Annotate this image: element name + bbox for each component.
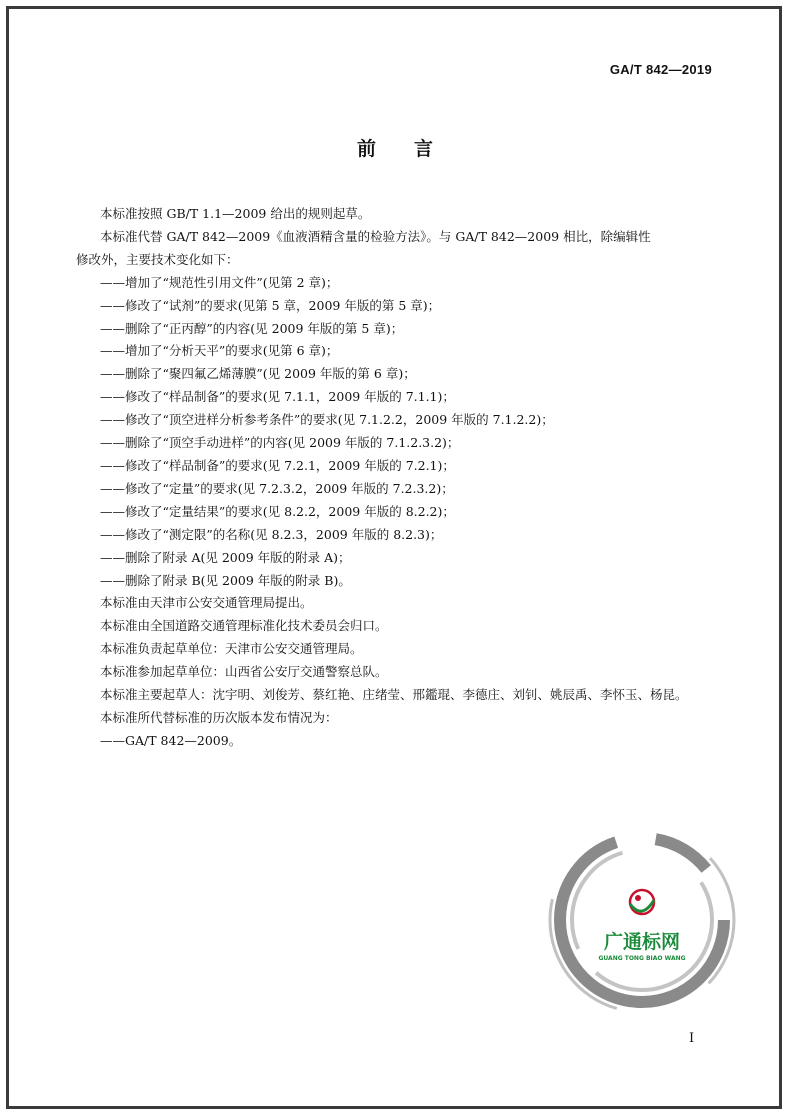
paragraph-lead-drafter: 本标准负责起草单位：天津市公安交通管理局。 xyxy=(100,641,363,657)
paragraph-replacement-cont: 修改外，主要技术变化如下： xyxy=(76,251,239,267)
change-item: ——修改了“样品制备”的要求(见 7.1.1，2009 年版的 7.1.1)； xyxy=(100,389,455,405)
ink-circle-icon xyxy=(542,820,742,1020)
paragraph-proposed-by: 本标准由天津市公安交通管理局提出。 xyxy=(100,595,313,611)
watermark-subtitle: GUANG TONG BIAO WANG xyxy=(598,955,686,962)
watermark-logo xyxy=(542,820,742,1020)
history-item: ——GA/T 842—2009。 xyxy=(100,732,242,748)
change-item: ——删除了“聚四氟乙烯薄膜”(见 2009 年版的第 6 章)； xyxy=(100,366,416,382)
paragraph-main-drafters: 本标准主要起草人：沈宇明、刘俊芳、蔡红艳、庄绪莹、邢鑑琨、李德庄、刘钊、姚辰禹、李怀玉、杨昆。 xyxy=(100,687,688,703)
page-title xyxy=(0,134,790,161)
paragraph-participating-drafter: 本标准参加起草单位：山西省公安厅交通警察总队。 xyxy=(100,664,388,680)
standard-code: GA/T 842—2019 xyxy=(609,62,712,77)
watermark-name: 广通标网 xyxy=(603,931,681,953)
change-item: ——修改了“定量结果”的要求(见 8.2.2，2009 年版的 8.2.2)； xyxy=(100,503,455,519)
paragraph-under-jurisdiction: 本标准由全国道路交通管理标准化技术委员会归口。 xyxy=(100,618,388,634)
change-item: ——删除了附录 A(见 2009 年版的附录 A)； xyxy=(100,549,351,565)
paragraph-drafting-rule: 本标准按照 GB/T 1.1—2009 给出的规则起草。 xyxy=(100,206,371,221)
change-item: ——修改了“顶空进样分析参考条件”的要求(见 7.1.2.2，2009 年版的 7.1.2.2)； xyxy=(100,412,554,428)
change-item: ——修改了“定量”的要求(见 7.2.3.2，2009 年版的 7.2.3.2)； xyxy=(100,480,454,496)
change-item: ——删除了附录 B(见 2009 年版的附录 B)。 xyxy=(100,572,351,588)
change-item: ——删除了“正丙醇”的内容(见 2009 年版的第 5 章)； xyxy=(100,320,404,336)
brand-emblem-icon xyxy=(630,890,654,914)
page-title-text: 前言 xyxy=(356,138,471,160)
paragraph-history-intro: 本标准所代替标准的历次版本发布情况为： xyxy=(100,709,338,725)
change-item: ——删除了“顶空手动进样”的内容(见 2009 年版的 7.1.2.3.2)； xyxy=(100,435,460,451)
change-item: ——增加了“分析天平”的要求(见第 6 章)； xyxy=(100,343,339,359)
change-item: ——修改了“试剂”的要求(见第 5 章，2009 年版的第 5 章)； xyxy=(100,297,441,313)
paragraph-replacement: 本标准代替 GA/T 842—2009《血液酒精含量的检验方法》。与 GA/T 842—2009 相比，除编辑性 xyxy=(100,228,651,244)
page-number: I xyxy=(689,1031,695,1046)
change-item: ——修改了“测定限”的名称(见 8.2.3，2009 年版的 8.2.3)； xyxy=(100,526,443,542)
change-item: ——增加了“规范性引用文件”(见第 2 章)； xyxy=(100,274,339,290)
change-item: ——修改了“样品制备”的要求(见 7.2.1，2009 年版的 7.2.1)； xyxy=(100,457,455,473)
foreword-body xyxy=(76,203,724,753)
